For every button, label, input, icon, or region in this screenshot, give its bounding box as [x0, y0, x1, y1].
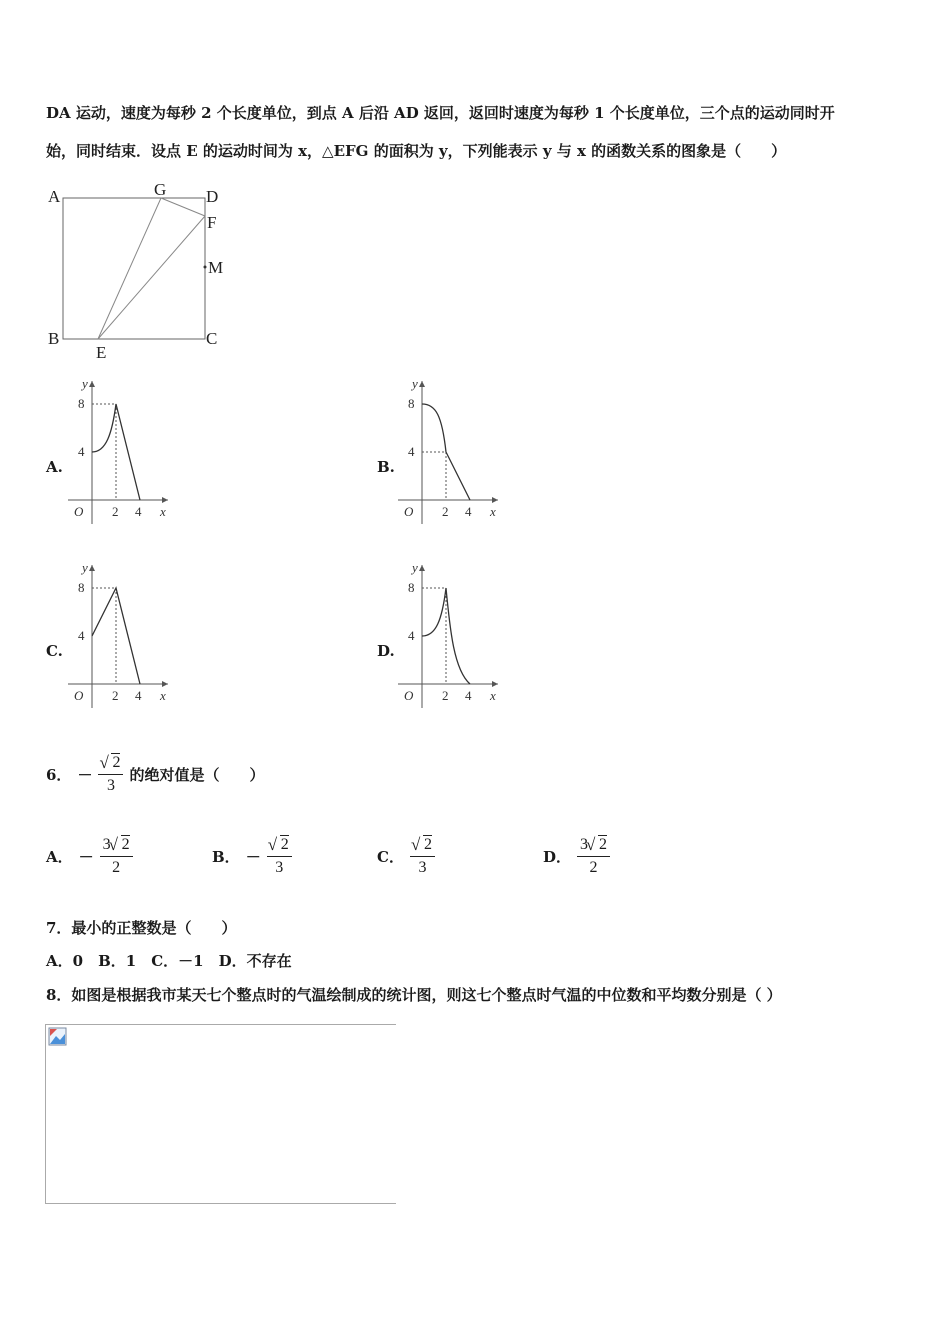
q6-option-b: B． － √ $\frac{2}{3}$ — [212, 834, 292, 879]
svg-text:8: 8 — [78, 580, 85, 595]
svg-text:x: x — [490, 504, 496, 519]
graph-option-c — [68, 560, 174, 712]
q8-stem: 8．如图是根据我市某天七个整点时的气温绘制成的统计图，则这七个整点时气温的中位数和平均数分别是（ ） — [46, 986, 782, 1004]
svg-text:4: 4 — [135, 504, 142, 519]
label-m: M — [208, 258, 224, 277]
option-b-label: B. — [377, 458, 395, 476]
label-a: A — [48, 187, 61, 206]
svg-text:2: 2 — [112, 504, 119, 519]
svg-text:4: 4 — [78, 628, 85, 643]
svg-text:y: y — [82, 376, 88, 391]
q6-option-a: A． － $\frac{3√ 2}{2}$ — [46, 834, 133, 879]
option-d-label: D. — [377, 642, 395, 660]
graph-option-a — [68, 376, 174, 528]
svg-text:x: x — [160, 688, 166, 703]
svg-text:8: 8 — [408, 580, 415, 595]
svg-text:O: O — [74, 504, 84, 519]
segment-ge — [98, 198, 161, 339]
q7-answers: A．0 B．1 C．－1 D．不存在 — [46, 952, 292, 970]
label-f: F — [207, 213, 217, 232]
graph-option-d — [398, 560, 504, 712]
broken-image-icon — [48, 1027, 68, 1047]
q6-option-c: C． √ $\frac{2}{3}$ — [377, 834, 435, 879]
svg-text:y: y — [82, 560, 88, 575]
label-e: E — [96, 343, 107, 362]
graph-option-b — [398, 376, 504, 528]
svg-text:x: x — [490, 688, 496, 703]
svg-text:y: y — [412, 560, 418, 575]
broken-image-placeholder — [45, 1024, 396, 1204]
svg-text:8: 8 — [408, 396, 415, 411]
svg-text:4: 4 — [408, 444, 415, 459]
svg-text:O: O — [74, 688, 84, 703]
svg-text:2: 2 — [442, 504, 449, 519]
svg-text:2: 2 — [442, 688, 449, 703]
option-c-label: C. — [46, 642, 63, 660]
q5-line-2: 始，同时结束．设点 E 的运动时间为 x，△EFG 的面积为 y，下列能表示 y 与 x 的函数关系的图象是（ ） — [46, 142, 787, 160]
svg-text:4: 4 — [78, 444, 85, 459]
svg-text:O: O — [404, 504, 414, 519]
label-d: D — [206, 187, 219, 206]
svg-text:x: x — [160, 504, 166, 519]
svg-text:4: 4 — [465, 688, 472, 703]
segment-gf — [161, 198, 205, 216]
q5-line-1: DA 运动，速度为每秒 2 个长度单位，到点 A 后沿 AD 返回，返回时速度为每秒 1 个长度单位，三个点的运动同时开 — [46, 104, 835, 122]
q6-option-d: D． $\frac{3√ 2}{2}$ — [543, 834, 610, 879]
label-b: B — [48, 329, 60, 348]
q7-stem: 7．最小的正整数是（ ） — [46, 919, 237, 937]
square-abcd — [63, 198, 205, 339]
label-g: G — [154, 180, 167, 199]
svg-text:4: 4 — [465, 504, 472, 519]
option-a-label: A. — [46, 458, 63, 476]
svg-text:4: 4 — [135, 688, 142, 703]
svg-text:O: O — [404, 688, 414, 703]
label-c: C — [206, 329, 218, 348]
q6-fraction: √ $\frac{2}{3}$ — [98, 752, 123, 797]
point-m — [204, 266, 207, 269]
segment-fe — [98, 216, 205, 339]
square-figure — [40, 178, 240, 368]
svg-text:y: y — [412, 376, 418, 391]
svg-text:2: 2 — [112, 688, 119, 703]
q6-stem: 6． － √ $\frac{2}{3}$ 的绝对值是（ ） — [46, 752, 264, 797]
svg-text:4: 4 — [408, 628, 415, 643]
svg-text:8: 8 — [78, 396, 85, 411]
